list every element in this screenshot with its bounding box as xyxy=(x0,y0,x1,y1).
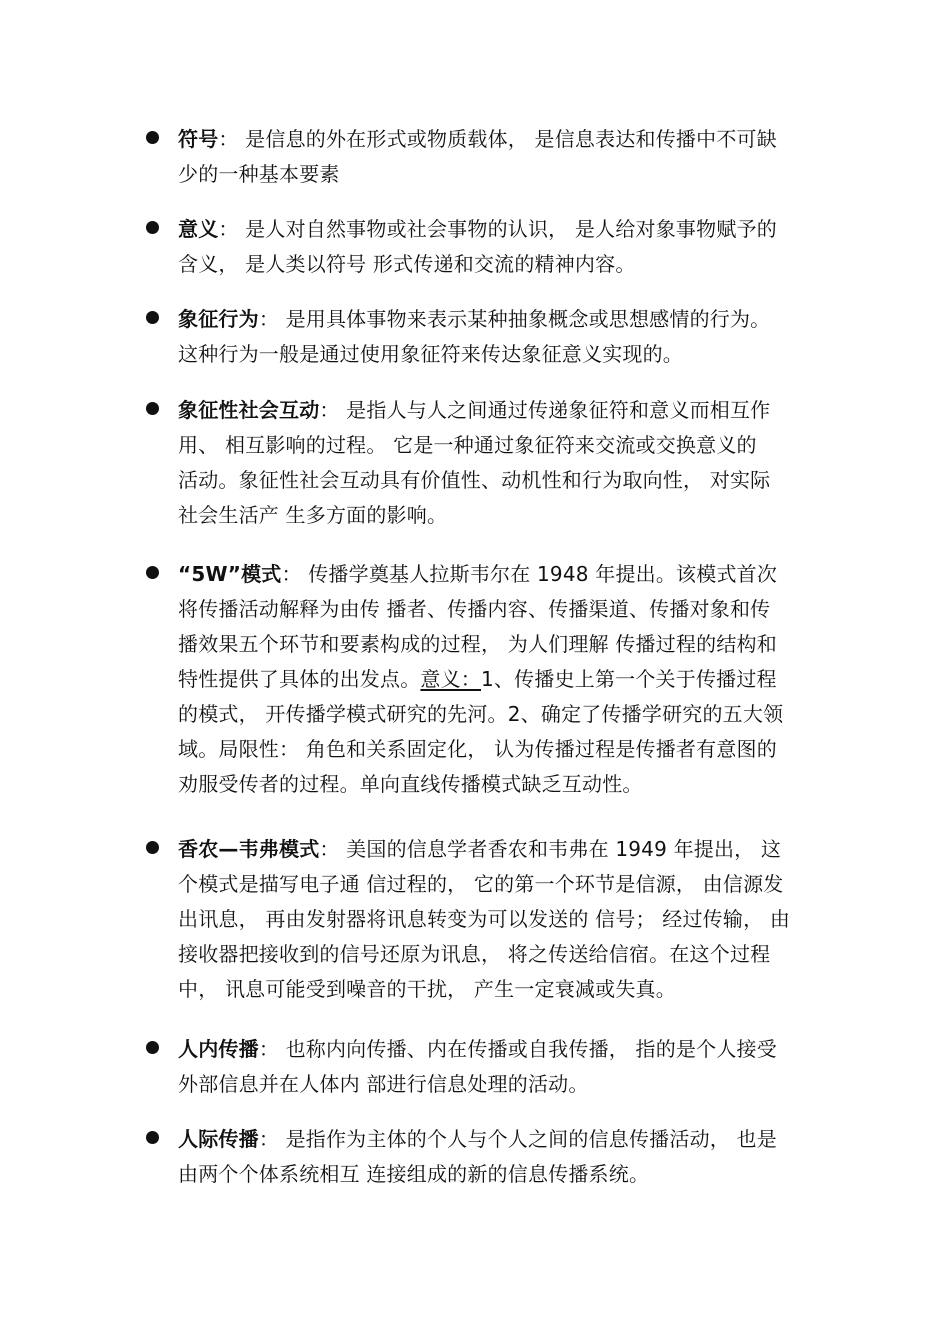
entry-line: 的模式， 开传播学模式研究的先河。2、确定了传播学研究的五大领 xyxy=(178,702,784,726)
bullet-icon xyxy=(146,1041,159,1054)
entry-line: 个模式是描写电子通 信过程的， 它的第一个环节是信源， 由信源发 xyxy=(178,872,784,896)
term-label: 意义 xyxy=(178,217,219,241)
entry-text xyxy=(178,1032,818,1102)
entry-text xyxy=(178,122,818,192)
entry-line xyxy=(178,1032,818,1067)
term-label: 象征行为 xyxy=(178,307,259,331)
term-label: 符号 xyxy=(178,127,219,151)
bullet-icon xyxy=(146,221,159,234)
entry-text xyxy=(178,212,818,282)
bullet-icon xyxy=(146,841,159,854)
bullet-icon xyxy=(146,402,159,415)
entry-line: 含义， 是人类以符号 形式传递和交流的精神内容。 xyxy=(178,252,636,276)
entry-line xyxy=(178,662,818,697)
line-segment: 特性提供了具体的出发点。 xyxy=(178,667,421,691)
definition-text: ： 是指人与人之间通过传递象征符和意义而相互作 xyxy=(319,398,771,422)
definition-text: ： 是用具体事物来表示某种抽象概念或思想感情的行为。 xyxy=(258,307,771,331)
bullet-icon xyxy=(146,1131,159,1144)
entry-line: 少的一种基本要素 xyxy=(178,162,340,186)
entry-line: 劝服受传者的过程。单向直线传播模式缺乏互动性。 xyxy=(178,772,643,796)
entry-text xyxy=(178,557,818,802)
entry-line xyxy=(178,832,818,867)
entry-line: 活动。象征性社会互动具有价值性、动机性和行为取向性， 对实际 xyxy=(178,468,771,492)
term-label: 象征性社会互动 xyxy=(178,398,320,422)
underlined-meaning-label: 意义： xyxy=(420,667,482,691)
term-label: “5W”模式 xyxy=(178,562,282,586)
term-label: 香农—韦弗模式 xyxy=(178,837,320,861)
bullet-icon xyxy=(146,131,159,144)
entry-text xyxy=(178,302,818,372)
definition-text: ： 也称内向传播、内在传播或自我传播， 指的是个人接受 xyxy=(258,1037,777,1061)
entry-line xyxy=(178,122,818,157)
entry-line: 将传播活动解释为由传 播者、传播内容、传播渠道、传播对象和传 xyxy=(178,597,771,621)
entry-text xyxy=(178,832,818,1007)
entry-line: 中， 讯息可能受到噪音的干扰， 产生一定衰减或失真。 xyxy=(178,977,676,1001)
bullet-icon xyxy=(146,566,159,579)
definition-text: ： 是信息的外在形式或物质载体， 是信息表达和传播中不可缺 xyxy=(218,127,777,151)
entry-line xyxy=(178,393,818,428)
term-label: 人际传播 xyxy=(178,1127,259,1151)
bullet-icon xyxy=(146,311,159,324)
entry-line: 域。局限性： 角色和关系固定化， 认为传播过程是传播者有意图的 xyxy=(178,737,777,761)
definition-text: ： 美国的信息学者香农和韦弗在 1949 年提出， 这 xyxy=(319,837,782,861)
entry-line: 外部信息并在人体内 部进行信息处理的活动。 xyxy=(178,1072,589,1096)
definition-text: ： 是人对自然事物或社会事物的认识， 是人给对象事物赋予的 xyxy=(218,217,777,241)
entry-line: 出讯息， 再由发射器将讯息转变为可以发送的 信号； 经过传输， 由 xyxy=(178,907,791,931)
entry-line xyxy=(178,557,818,592)
entry-text xyxy=(178,393,818,533)
definition-text: ： 是指作为主体的个人与个人之间的信息传播活动， 也是 xyxy=(258,1127,777,1151)
entry-line xyxy=(178,302,818,337)
entry-line: 社会生活产 生多方面的影响。 xyxy=(178,503,448,527)
entry-line: 用、 相互影响的过程。 它是一种通过象征符来交流或交换意义的 xyxy=(178,433,757,457)
entry-line xyxy=(178,1122,818,1157)
entry-line: 由两个个体系统相互 连接组成的新的信息传播系统。 xyxy=(178,1162,650,1186)
entry-line: 接收器把接收到的信号还原为讯息， 将之传送给信宿。在这个过程 xyxy=(178,942,771,966)
entry-line: 这种行为一般是通过使用象征符来传达象征意义实现的。 xyxy=(178,342,683,366)
term-label: 人内传播 xyxy=(178,1037,259,1061)
line-segment: 1、传播史上第一个关于传播过程 xyxy=(481,667,777,691)
entry-text xyxy=(178,1122,818,1192)
definition-text: ： 传播学奠基人拉斯韦尔在 1948 年提出。该模式首次 xyxy=(281,562,778,586)
entry-line: 播效果五个环节和要素构成的过程， 为人们理解 传播过程的结构和 xyxy=(178,632,777,656)
entry-line xyxy=(178,212,818,247)
